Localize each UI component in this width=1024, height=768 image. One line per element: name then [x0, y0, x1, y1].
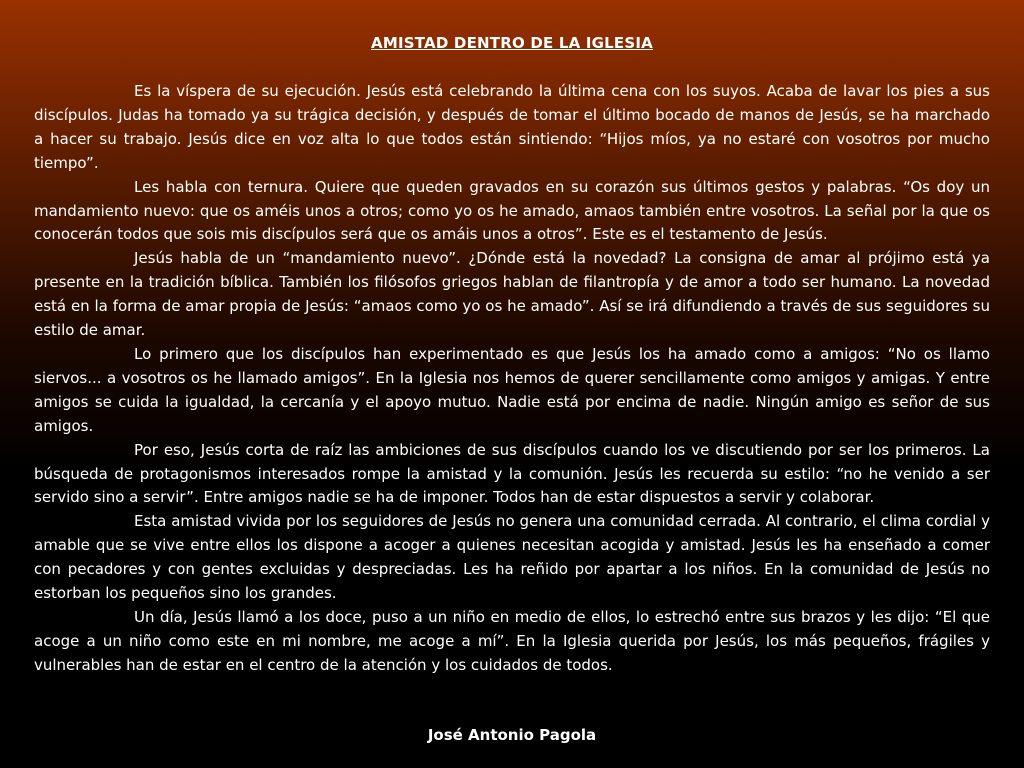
author-signature: José Antonio Pagola: [427, 726, 597, 744]
page-title: AMISTAD DENTRO DE LA IGLESIA: [371, 34, 653, 52]
paragraph: Lo primero que los discípulos han experimentado es que Jesús los ha amado como a amigos: “No os llamo siervos... a vosotros os he llamado amigos”. En la Iglesia nos hemos de querer sencillamente como amigos y amigas. Y entre amigos se cuida la igualdad, la cercanía y el apoyo mutuo. Nadie está por encima de nadie. Ningún amigo es señor de sus amigos.: [34, 344, 990, 435]
paragraph: Jesús habla de un “mandamiento nuevo”. ¿Dónde está la novedad? La consigna de amar al prójimo está ya presente en la tradición bíblica. También los filósofos griegos hablan de filantropía y de amor a todo ser humano. La novedad está en la forma de amar propia de Jesús: “amaos como yo os he amado”. Así se irá difundiendo a través de sus seguidores su estilo de amar.: [34, 249, 990, 340]
paragraph: Por eso, Jesús corta de raíz las ambiciones de sus discípulos cuando los ve discutiendo por ser los primeros. La búsqueda de protagonismos interesados rompe la amistad y la comunión. Jesús les recuerda su estilo: “no he venido a ser servido sino a servir”. Entre amigos nadie se ha de imponer. Todos han de estar dispuestos a servir y colaborar.: [34, 440, 990, 507]
article-body: [34, 80, 990, 678]
paragraph: Esta amistad vivida por los seguidores de Jesús no genera una comunidad cerrada. Al contrario, el clima cordial y amable que se vive entre ellos los dispone a acoger a quienes necesitan acogida y amistad. Jesús les ha enseñado a comer con pecadores y con gentes excluidas y despreciadas. Les ha reñido por apartar a los niños. En la comunidad de Jesús no estorban los pequeños sino los grandes.: [34, 512, 990, 603]
paragraph: Es la víspera de su ejecución. Jesús está celebrando la última cena con los suyos. Acaba de lavar los pies a sus discípulos. Judas ha tomado ya su trágica decisión, y después de tomar el último bocado de manos de Jesús, se ha marchado a hacer su trabajo. Jesús dice en voz alta lo que todos están sintiendo: “Hijos míos, ya no estaré con vosotros por mucho tiempo”.: [34, 82, 990, 172]
paragraph: Un día, Jesús llamó a los doce, puso a un niño en medio de ellos, lo estrechó entre sus brazos y les dijo: “El que acoge a un niño como este en mi nombre, me acoge a mí”. En la Iglesia querida por Jesús, los más pequeños, frágiles y vulnerables han de estar en el centro de la atención y los cuidados de todos.: [34, 607, 990, 674]
paragraph: Les habla con ternura. Quiere que queden gravados en su corazón sus últimos gestos y palabras. “Os doy un mandamiento nuevo: que os améis unos a otros; como yo os he amado, amaos también entre vosotros. La señal por la que os conocerán todos que sois mis discípulos será que os amáis unos a otros”. Este es el testamento de Jesús.: [34, 177, 990, 244]
